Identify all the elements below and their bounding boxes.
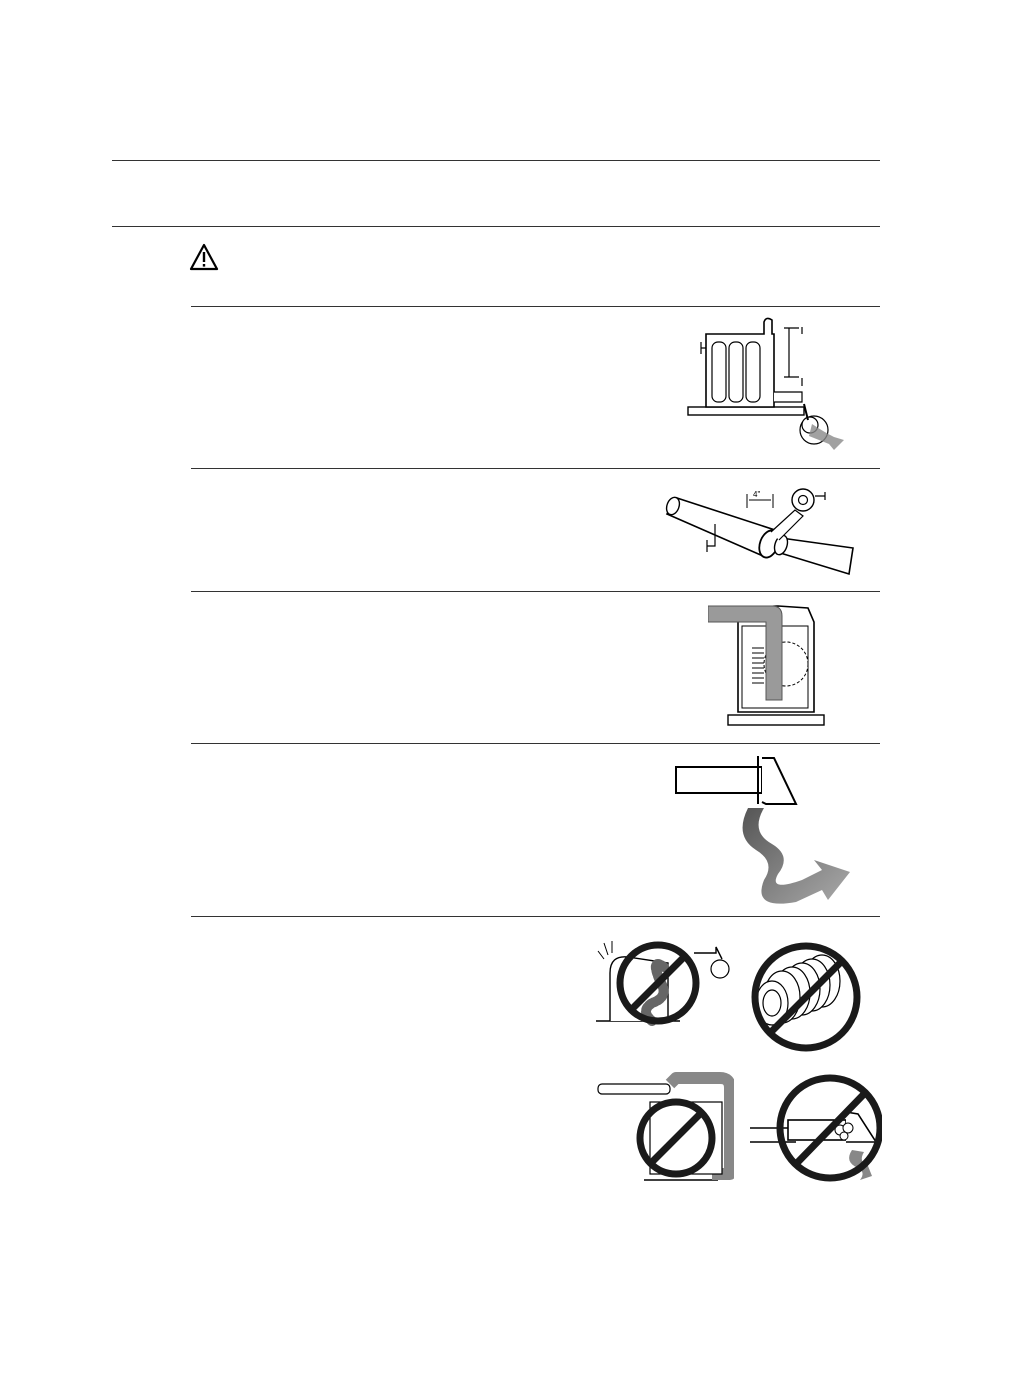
exhaust-hood-airflow-figure <box>672 752 860 907</box>
item-rule-3 <box>191 591 880 592</box>
item-rule-2 <box>191 468 880 469</box>
prohibited-tight-rear-duct-figure <box>594 1072 734 1184</box>
item-rule-4 <box>191 743 880 744</box>
prohibited-coiled-duct-figure <box>748 941 863 1053</box>
warning-triangle-icon <box>189 243 219 271</box>
item-rule-5 <box>191 916 880 917</box>
section-top-rule <box>112 160 880 161</box>
prohibited-crushed-duct-figure <box>594 937 744 1029</box>
prohibited-blocked-vent-figure <box>748 1072 882 1184</box>
dryer-side-exhaust-figure <box>684 312 864 457</box>
dryer-rear-duct-figure <box>708 600 830 730</box>
overlap-dimension-label: 4" <box>753 490 761 499</box>
pipe-joint-tape-figure <box>663 478 858 583</box>
item-rule-1 <box>191 306 880 307</box>
section-bottom-rule <box>112 226 880 227</box>
